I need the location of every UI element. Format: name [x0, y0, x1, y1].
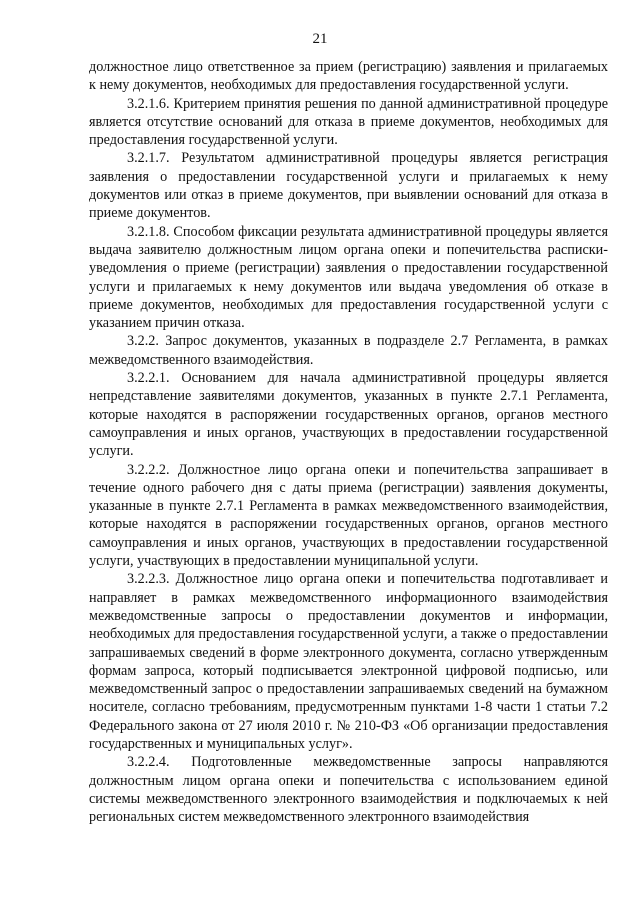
paragraph-3-2-1-6: 3.2.1.6. Критерием принятия решения по данной административной процедуре является отсутствие оснований для отказа в приеме документов, необходимых для предоставления государственной услуги. [89, 95, 608, 149]
paragraph-continuation: должностное лицо ответственное за прием (регистрацию) заявления и прилагаемых к нему документов, необходимых для предоставления государственной услуги. [89, 59, 608, 94]
paragraph-3-2-1-7: 3.2.1.7. Результатом административной процедуры является регистрация заявления о предоставлении государственной услуги и прилагаемых к нему документов или отказ в приеме документов, при выявлении оснований для отказа в приеме документов. [89, 150, 608, 222]
page-number: 21 [312, 31, 328, 47]
paragraph-3-2-2-3: 3.2.2.3. Должностное лицо органа опеки и попечительства подготавливает и направляет в рамках межведомственного информационного взаимодействия межведомственные запросы о предоставлении документов и информации, необходимых для предоставления государственной услуги, а также о предоставлении запрашиваемых сведений в форме электронного документа, согласно утвержденным формам запроса, который подписывается электронной цифровой подписью, или межведомственный запрос о предоставлении запрашиваемых сведений на бумажном носителе, согласно требованиям, предусмотренным пунктами 1-8 части 1 статьи 7.2 Федерального закона от 27 июля 2010 г. № 210-ФЗ «Об организации предоставления государственных и муниципальных услуг». [89, 571, 608, 752]
paragraph-3-2-2-1: 3.2.2.1. Основанием для начала административной процедуры является непредставление заявителями документов, указанных в пункте 2.7.1 Регламента, которые находятся в распоряжении государственных органов, органов местного самоуправления и иных органов, участвующих в предоставлении государственной услуги. [89, 370, 608, 460]
paragraph-3-2-2-4: 3.2.2.4. Подготовленные межведомственные запросы направляются должностным лицом органа опеки и попечительства с использованием единой системы межведомственного электронного взаимодействия и подключаемых к ней региональных систем межведомственного электронного взаимодействия [89, 754, 608, 826]
paragraph-3-2-2-2: 3.2.2.2. Должностное лицо органа опеки и попечительства запрашивает в течение одного рабочего дня с даты приема (регистрации) заявления документы, указанные в пункте 2.7.1 Регламента в рамках межведомственного взаимодействия, которые находятся в распоряжении государственных органов, органов местного самоуправления и иных органов, участвующих в предоставлении государственной услуги, участвующих в предоставлении муниципальной услуги. [89, 461, 608, 570]
paragraph-3-2-2: 3.2.2. Запрос документов, указанных в подразделе 2.7 Регламента, в рамках межведомственного взаимодействия. [89, 333, 608, 368]
paragraph-3-2-1-8: 3.2.1.8. Способом фиксации результата административной процедуры является выдача заявителю должностным лицом органа опеки и попечительства расписки-уведомления о приеме (регистрации) заявления о предоставлении государственной услуги и прилагаемых к нему документов или выдача уведомления об отказе в приеме документов, необходимых для предоставления государственной услуги с указанием причин отказа. [89, 223, 608, 332]
document-body [89, 58, 608, 826]
